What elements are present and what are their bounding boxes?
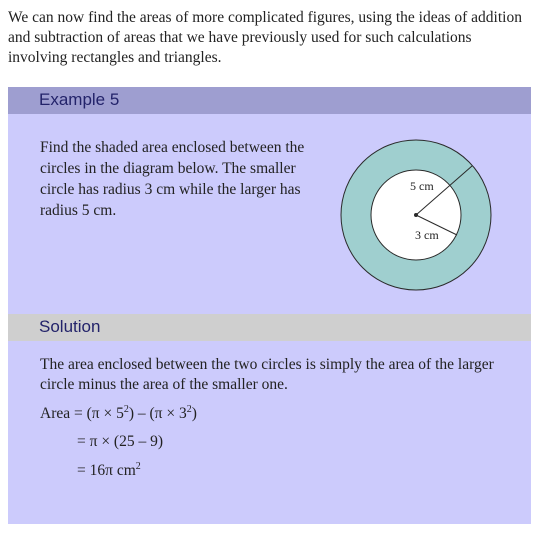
center-point	[414, 213, 418, 217]
eq1-end: )	[191, 405, 197, 422]
equation-line-2: = π × (25 – 9)	[77, 433, 164, 450]
example-header	[8, 87, 531, 114]
solution-title: Solution	[39, 317, 101, 336]
solution-text: The area enclosed between the two circles is simply the area of the larger circle minus the area of the smaller one.	[40, 356, 494, 393]
annulus-diagram	[340, 139, 494, 293]
equation-line-3	[77, 462, 141, 480]
eq1-a-exponent: 2	[123, 403, 129, 415]
eq3-value: = 16π cm	[77, 462, 136, 479]
eq1-b-exponent: 2	[186, 403, 192, 415]
eq3-exponent: 2	[135, 460, 141, 472]
equation-line-1	[40, 405, 197, 423]
intro-paragraph: We can now find the areas of more complicated figures, using the ideas of addition and subtraction of areas that we have previously used for such calculations involving rectangles and triangles.	[8, 9, 522, 66]
example-title: Example 5	[39, 90, 120, 109]
eq1-label: Area =	[40, 405, 87, 422]
eq1-mid: ) – (π × 3	[128, 405, 187, 422]
problem-text: Find the shaded area enclosed between the circles in the diagram below. The smaller circle has radius 3 cm while the larger has radius 5 cm.	[40, 139, 305, 219]
inner-radius-label: 3 cm	[415, 228, 439, 242]
outer-radius-label: 5 cm	[410, 179, 434, 193]
solution-header	[8, 314, 531, 341]
eq1-a: (π × 5	[86, 405, 124, 422]
